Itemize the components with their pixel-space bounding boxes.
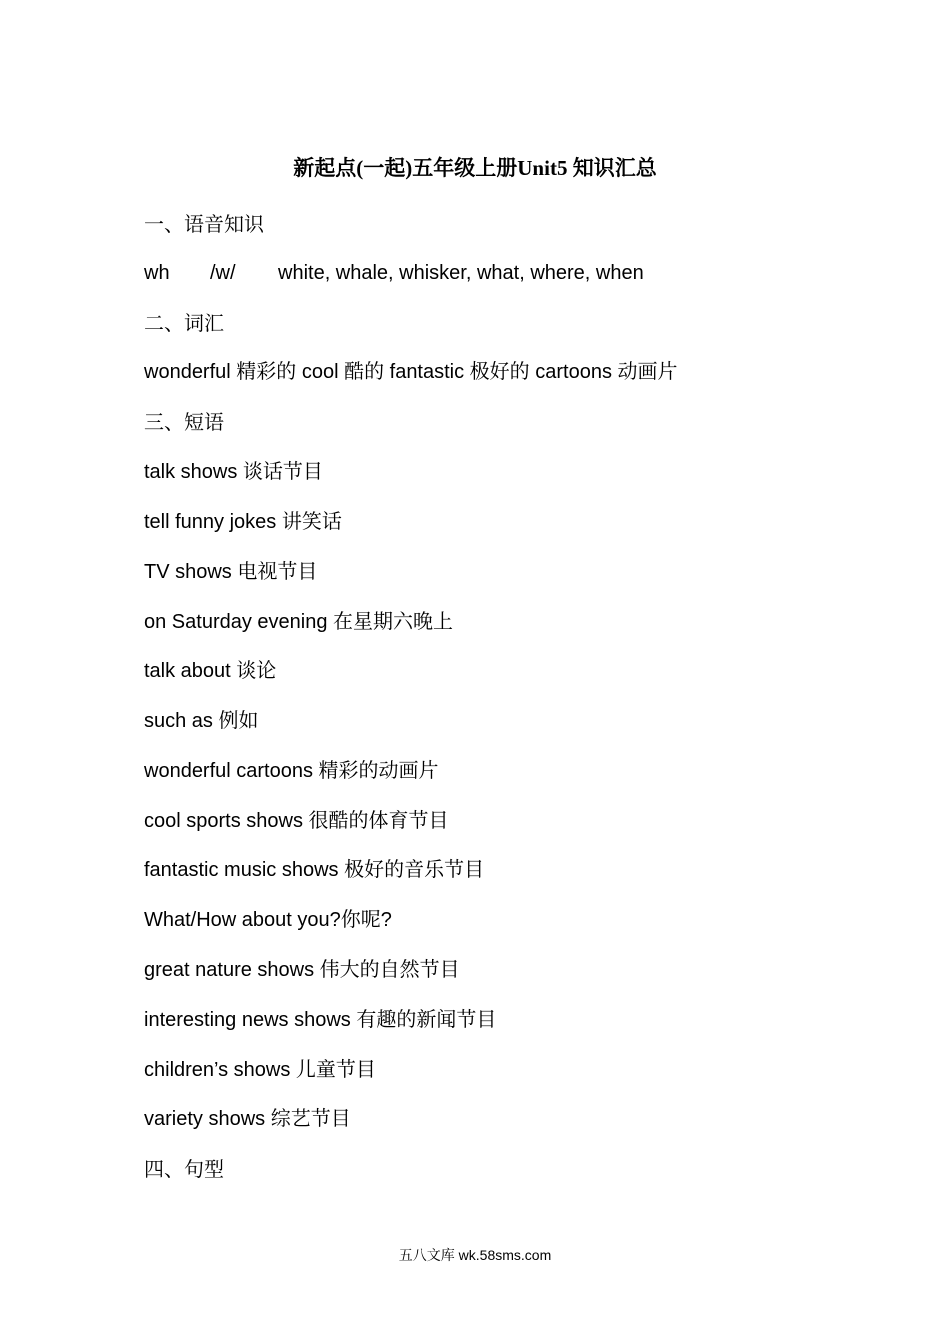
phrase-item: cool sports shows 很酷的体育节目 bbox=[144, 810, 449, 832]
phrase-item: talk about 谈论 bbox=[144, 660, 277, 682]
section-heading-sentences: 四、句型 bbox=[144, 1157, 224, 1181]
phrase-item: children’s shows 儿童节目 bbox=[144, 1059, 376, 1081]
phrase-item: variety shows 综艺节目 bbox=[144, 1108, 351, 1130]
phrase-item: What/How about you?你呢? bbox=[144, 909, 392, 931]
phrase-item: TV shows 电视节目 bbox=[144, 561, 318, 583]
phrase-item: wonderful cartoons 精彩的动画片 bbox=[144, 760, 439, 782]
phrase-item: great nature shows 伟大的自然节目 bbox=[144, 959, 460, 981]
section-heading-phonics: 一、语音知识 bbox=[144, 212, 264, 236]
phrase-item: talk shows 谈话节目 bbox=[144, 461, 323, 483]
phonics-letters: wh bbox=[144, 262, 170, 284]
section-heading-vocab: 二、词汇 bbox=[144, 311, 224, 335]
phrase-item: fantastic music shows 极好的音乐节目 bbox=[144, 859, 485, 881]
phonics-line bbox=[144, 258, 644, 288]
phrase-item: such as 例如 bbox=[144, 710, 259, 732]
phonics-sound: /w/ bbox=[210, 262, 236, 284]
section-heading-phrases: 三、短语 bbox=[144, 410, 224, 434]
page-footer: 五八文库 wk.58sms.com bbox=[398, 1247, 552, 1263]
vocab-line: wonderful 精彩的 cool 酷的 fantastic 极好的 cartoons 动画片 bbox=[144, 361, 678, 383]
phonics-words: white, whale, whisker, what, where, when bbox=[278, 262, 644, 284]
document-title: 新起点(一起)五年级上册Unit5 知识汇总 bbox=[293, 156, 657, 180]
phrase-item: interesting news shows 有趣的新闻节目 bbox=[144, 1009, 497, 1031]
phrase-item: on Saturday evening 在星期六晚上 bbox=[144, 611, 454, 633]
phrase-item: tell funny jokes 讲笑话 bbox=[144, 511, 342, 533]
